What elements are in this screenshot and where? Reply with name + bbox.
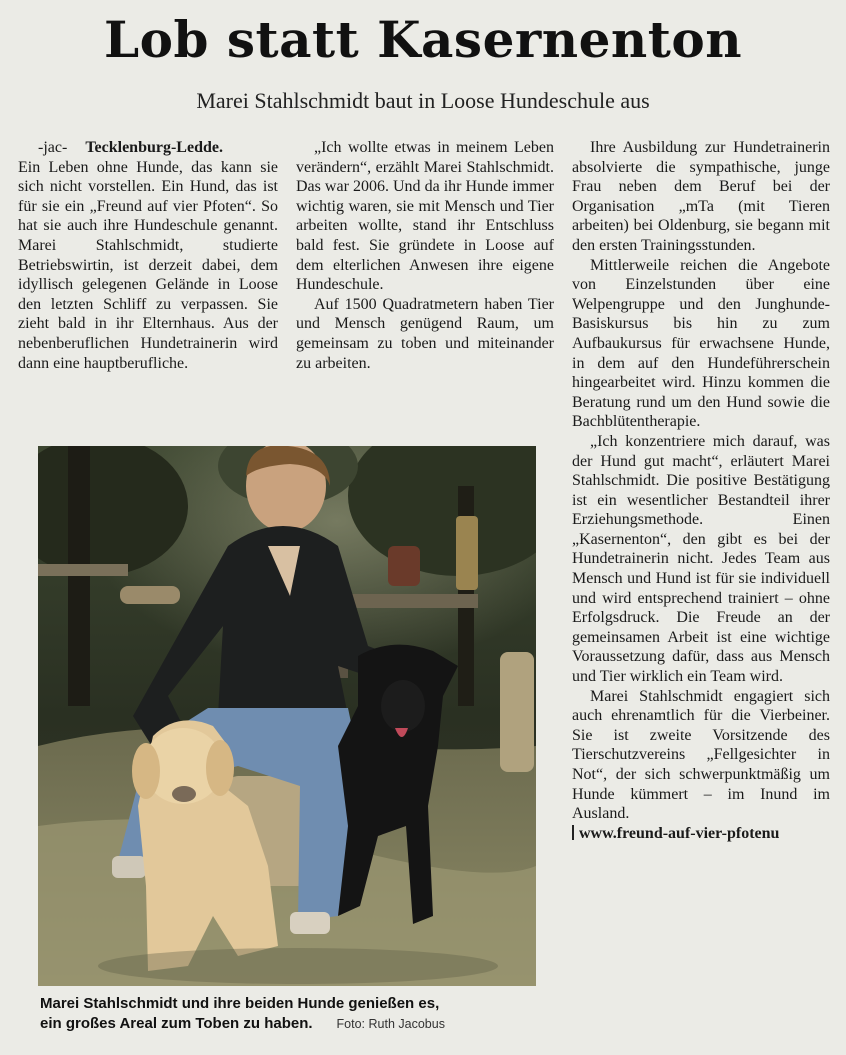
url-marker (572, 825, 574, 840)
photo-woman-with-two-dogs (38, 446, 536, 986)
photo-credit: Foto: Ruth Jacobus (336, 1017, 445, 1031)
paragraph: Auf 1500 Quadratmetern haben Tier und Mensch genügend Raum, um gemeinsam zu toben und miteinander zu arbeiten. (296, 295, 554, 372)
caption-line-1: Marei Stahlschmidt und ihre beiden Hunde genießen es, (40, 995, 440, 1012)
article-column-3 (572, 138, 830, 843)
website-url[interactable]: www.freund-auf-vier-pfotenu (579, 824, 780, 842)
caption-line-2: ein großes Areal zum Toben zu haben. (40, 1015, 313, 1032)
paragraph: Ihre Ausbildung zur Hundetrainerin absolvierte die sympathische, junge Frau neben dem Beruf bei der Organisation „mTa (mit Tieren arbeiten) bei Oldenburg, sie begann mit den ersten Trainingsstunden. (572, 139, 830, 254)
article-column-1 (18, 138, 278, 373)
article-photo (38, 446, 536, 986)
photo-caption (40, 994, 540, 1034)
dateline: Tecklenburg-Ledde. (85, 139, 223, 156)
byline-line (18, 138, 278, 158)
subheadline: Marei Stahlschmidt baut in Loose Hundeschule aus (196, 88, 650, 113)
caption-line-2-row (40, 1014, 540, 1034)
paragraph: „Ich konzentriere mich darauf, was der Hund gut macht“, erläutert Marei Stahlschmidt. Die positive Bestätigung ist ein wesentlicher Bestandteil ihrer Erziehungsmethode. Einen „Kasernenton“, den gibt es bei der Hundetrainerin nicht. Jedes Team aus Mensch und Hund ist für sie individuell und wird entsprechend trainiert – ohne Erfolgsdruck. Die Freude an der gemeinsamen Arbeit ist eine wichtige Voraussetzung dafür, dass aus Mensch und Tier wirklich ein Team wird. (572, 432, 830, 686)
paragraph: Mittlerweile reichen die Angebote von Einzelstunden über eine Welpengruppe und den Junghunde-Basiskursus bis hin zu zum Aufbaukursus für erwachsene Hunde, in dem auf den Hundeführerschein hingearbeitet wird. Hinzu kommen die Beratung rund um den Hund sowie die Bachblütentherapie. (572, 256, 830, 431)
url-line (572, 824, 830, 844)
byline: -jac- (38, 139, 68, 156)
article-column-2 (296, 138, 554, 373)
headline: Lob statt Kasernenton (103, 10, 743, 69)
paragraph: Ein Leben ohne Hunde, das kann sie sich nicht vorstellen. Ein Hund, das ist für sie ein „Freund auf vier Pfoten“. So hat sie auch ihre Hundeschule genannt. Marei Stahlschmidt, studierte Betriebswirtin, ist derzeit dabei, dem idyllisch gelegenen Gelände in Loose den letzten Schliff zu verpassen. Sie zieht bald in ihr Elternhaus. Aus der nebenberuflichen Hundetrainerin wird dann eine hauptberufliche. (18, 158, 278, 372)
paragraph: „Ich wollte etwas in meinem Leben verändern“, erzählt Marei Stahlschmidt. Das war 2006. Und da ihr Hunde immer wichtig waren, sie mit Mensch und Tier arbeiten wollte, stand ihr Entschluss bald fest. Sie gründete in Loose auf dem elterlichen Anwesen ihre eigene Hundeschule. (296, 139, 554, 294)
paragraph: Marei Stahlschmidt engagiert sich auch ehrenamtlich für die Vierbeiner. Sie ist zweite Vorsitzende des Tierschutzvereins „Fellgesichter in Not“, der sich schwerpunktmäßig um Hunde kümmert – im Inund im Ausland. (572, 687, 830, 823)
